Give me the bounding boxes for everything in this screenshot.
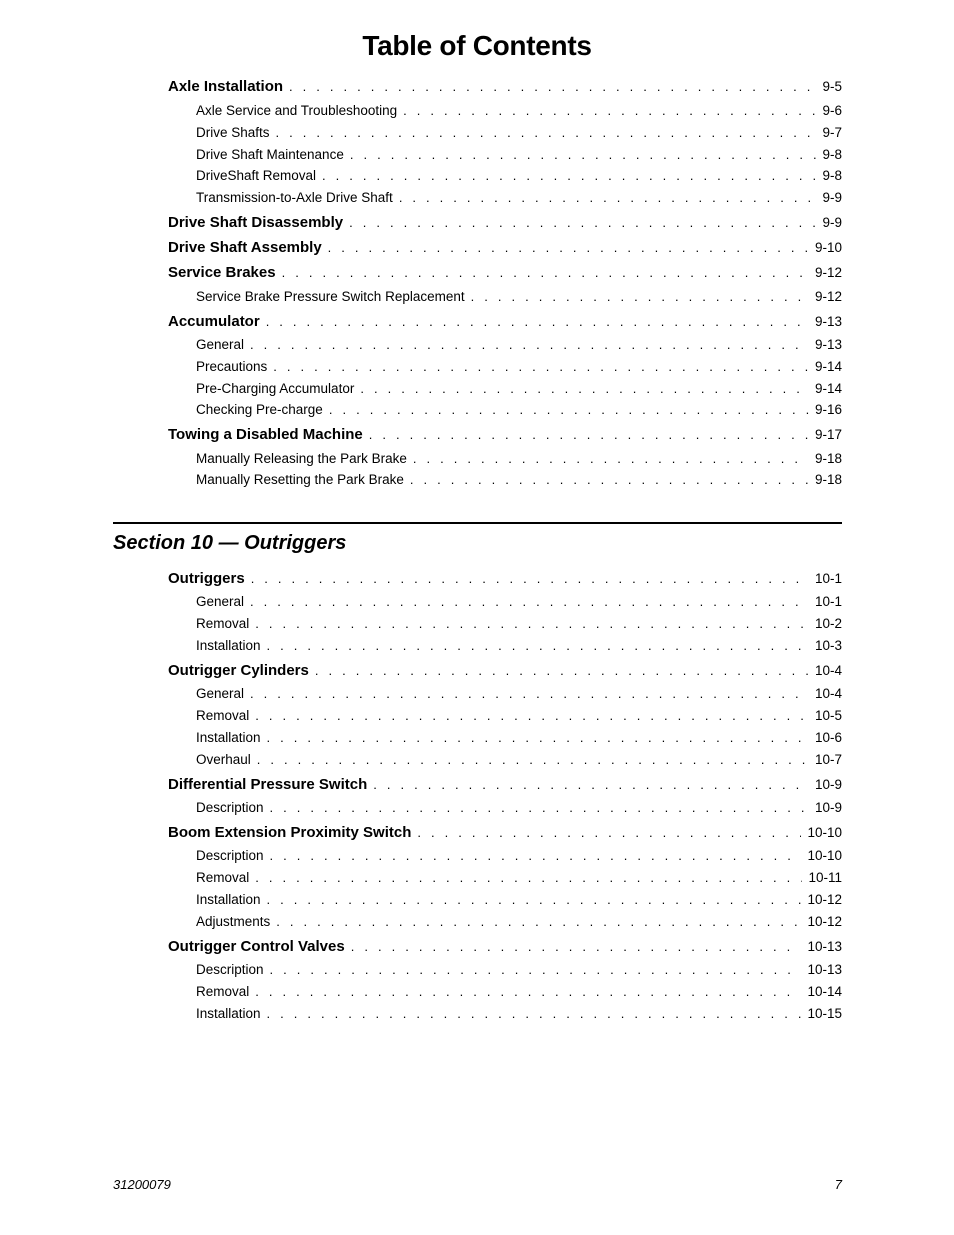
toc-entry-page: 10-2 [814,616,842,631]
dot-leader [273,359,809,374]
toc-entry-label: Removal [196,870,250,885]
toc-entry-label: Installation [196,892,261,907]
toc-entry-page: 10-1 [814,594,842,609]
toc-subentry[interactable] [168,708,842,723]
dot-leader [360,381,809,396]
toc-subentry[interactable] [168,800,842,815]
toc-entry[interactable] [168,313,842,330]
dot-leader [250,594,809,609]
dot-leader [267,730,809,745]
toc-entry-page: 9-8 [822,147,842,162]
dot-leader [315,663,809,678]
toc-entry[interactable] [168,239,842,256]
dot-leader [369,427,809,442]
toc-entry-page: 9-6 [822,103,842,118]
toc-subentry[interactable] [168,870,842,885]
toc-entry-label: Service Brakes [168,264,276,281]
toc-entry-page: 10-11 [808,870,842,885]
toc-entry-label: Outriggers [168,570,245,587]
dot-leader [255,616,809,631]
toc-entry-page: 9-9 [822,190,842,205]
dot-leader [270,962,802,977]
toc-subentry[interactable] [168,103,842,118]
toc-subentry[interactable] [168,190,842,205]
toc-entry[interactable] [168,264,842,281]
toc-entry-page: 9-17 [814,427,842,442]
page-title: Table of Contents [362,30,592,61]
toc-entry-label: Description [196,962,264,977]
toc-entry[interactable] [168,570,842,587]
toc-entry-label: Removal [196,616,250,631]
dot-leader [267,892,802,907]
toc-entry[interactable] [168,78,842,95]
toc-entry-page: 10-13 [807,939,842,954]
toc-entry-page: 9-18 [814,472,842,487]
toc-entry-page: 9-14 [814,359,842,374]
toc-subentry[interactable] [168,359,842,374]
toc-entry-page: 10-4 [814,663,842,678]
toc-subentry[interactable] [168,594,842,609]
toc-entry-label: Removal [196,708,250,723]
toc-subentry[interactable] [168,848,842,863]
toc-subentry[interactable] [168,984,842,999]
dot-leader [276,125,817,140]
toc-entry-label: Installation [196,730,261,745]
toc-entry-page: 9-18 [814,451,842,466]
toc-subentry[interactable] [168,472,842,487]
dot-leader [373,777,809,792]
toc-entry[interactable] [168,214,842,231]
toc-entry-page: 9-14 [814,381,842,396]
toc-subentry[interactable] [168,752,842,767]
dot-leader [351,939,802,954]
toc-entry-label: Installation [196,638,261,653]
toc-entry-label: Manually Releasing the Park Brake [196,451,407,466]
toc-entry-label: Installation [196,1006,261,1021]
toc-entry-page: 10-9 [814,777,842,792]
toc-entry-page: 10-15 [807,1006,842,1021]
toc-entry-page: 10-12 [807,914,842,929]
toc-entry-label: Adjustments [196,914,271,929]
toc-entry-label: General [196,594,245,609]
toc-entry-label: Differential Pressure Switch [168,776,368,793]
toc-entry-label: Drive Shaft Disassembly [168,214,344,231]
toc-entry-label: Overhaul [196,752,251,767]
toc-subentry[interactable] [168,962,842,977]
dot-leader [267,638,809,653]
toc-entry-page: 9-13 [814,314,842,329]
toc-entry-page: 10-5 [814,708,842,723]
section-heading: Section 10 — Outriggers [113,532,347,554]
toc-subentry[interactable] [168,147,842,162]
dot-leader [255,870,802,885]
dot-leader [251,571,809,586]
toc-subentry[interactable] [168,381,842,396]
toc-entry[interactable] [168,426,842,443]
toc-subentry[interactable] [168,616,842,631]
toc-entry-label: Drive Shaft Assembly [168,239,322,256]
toc-entry-label: Towing a Disabled Machine [168,426,363,443]
dot-leader [350,147,817,162]
toc-subentry[interactable] [168,289,842,304]
dot-leader [417,825,801,840]
toc-entry-label: Description [196,848,264,863]
toc-entry[interactable] [168,662,842,679]
dot-leader [328,240,809,255]
toc-subentry[interactable] [168,402,842,417]
document-number: 31200079 [113,1177,171,1192]
toc-entry-label: Accumulator [168,313,260,330]
toc-entry-page: 9-9 [822,215,842,230]
toc-subentry[interactable] [168,337,842,352]
dot-leader [266,314,809,329]
toc-entry-label: General [196,337,245,352]
toc-entry-page: 9-12 [814,265,842,280]
dot-leader [255,984,801,999]
toc-entry-label: Manually Resetting the Park Brake [196,472,404,487]
toc-entry-page: 9-10 [814,240,842,255]
toc-subentry[interactable] [168,914,842,929]
toc-entry-page: 9-16 [814,402,842,417]
toc-entry-page: 10-14 [807,984,842,999]
toc-entry-page: 9-5 [822,79,842,94]
dot-leader [349,215,816,230]
toc-entry-label: Axle Installation [168,78,284,95]
toc-entry-page: 10-10 [807,848,842,863]
toc-entry-label: Checking Pre-charge [196,402,323,417]
toc-entry-page: 9-8 [822,168,842,183]
dot-leader [413,451,809,466]
dot-leader [403,103,816,118]
toc-subentry[interactable] [168,168,842,183]
toc-subentry[interactable] [168,686,842,701]
toc-entry-label: Transmission-to-Axle Drive Shaft [196,190,393,205]
dot-leader [282,265,809,280]
dot-leader [250,686,809,701]
toc-subentry[interactable] [168,125,842,140]
dot-leader [399,190,817,205]
toc-entry-page: 9-12 [814,289,842,304]
toc-entry-label: Pre-Charging Accumulator [196,381,355,396]
dot-leader [276,914,801,929]
dot-leader [322,168,816,183]
toc-subentry[interactable] [168,892,842,907]
dot-leader [255,708,809,723]
toc-subentry[interactable] [168,730,842,745]
toc-entry-page: 10-7 [814,752,842,767]
toc-entry-page: 9-7 [822,125,842,140]
dot-leader [270,800,809,815]
toc-entry-label: General [196,686,245,701]
toc-entry-page: 10-6 [814,730,842,745]
dot-leader [329,402,809,417]
toc-subentry[interactable] [168,451,842,466]
toc-entry-page: 10-13 [807,962,842,977]
toc-entry-page: 10-9 [814,800,842,815]
toc-entry-page: 10-12 [807,892,842,907]
toc-entry-label: Drive Shafts [196,125,270,140]
toc-entry-label: Service Brake Pressure Switch Replacement [196,289,465,304]
dot-leader [270,848,802,863]
toc-entry-label: Boom Extension Proximity Switch [168,824,412,841]
dot-leader [410,472,809,487]
toc-entry[interactable] [168,938,842,955]
toc-entry-label: Axle Service and Troubleshooting [196,103,398,118]
toc-entry-label: Precautions [196,359,268,374]
toc-entry-page: 10-1 [814,571,842,586]
dot-leader [289,79,816,94]
toc-entry-page: 10-10 [807,825,842,840]
toc-entry-page: 10-3 [814,638,842,653]
toc-entry-label: DriveShaft Removal [196,168,317,183]
dot-leader [257,752,809,767]
toc-entry-label: Outrigger Control Valves [168,938,345,955]
toc-entry-label: Removal [196,984,250,999]
toc-entry-page: 9-13 [814,337,842,352]
dot-leader [471,289,809,304]
toc-subentry[interactable] [168,638,842,653]
section-divider [113,522,842,524]
toc-entry-label: Description [196,800,264,815]
toc-entry-label: Outrigger Cylinders [168,662,309,679]
toc-entry[interactable] [168,824,842,841]
toc-entry[interactable] [168,776,842,793]
toc-subentry[interactable] [168,1006,842,1021]
toc-entry-label: Drive Shaft Maintenance [196,147,344,162]
page-number: 7 [834,1177,842,1192]
dot-leader [250,337,809,352]
dot-leader [267,1006,802,1021]
toc-entry-page: 10-4 [814,686,842,701]
